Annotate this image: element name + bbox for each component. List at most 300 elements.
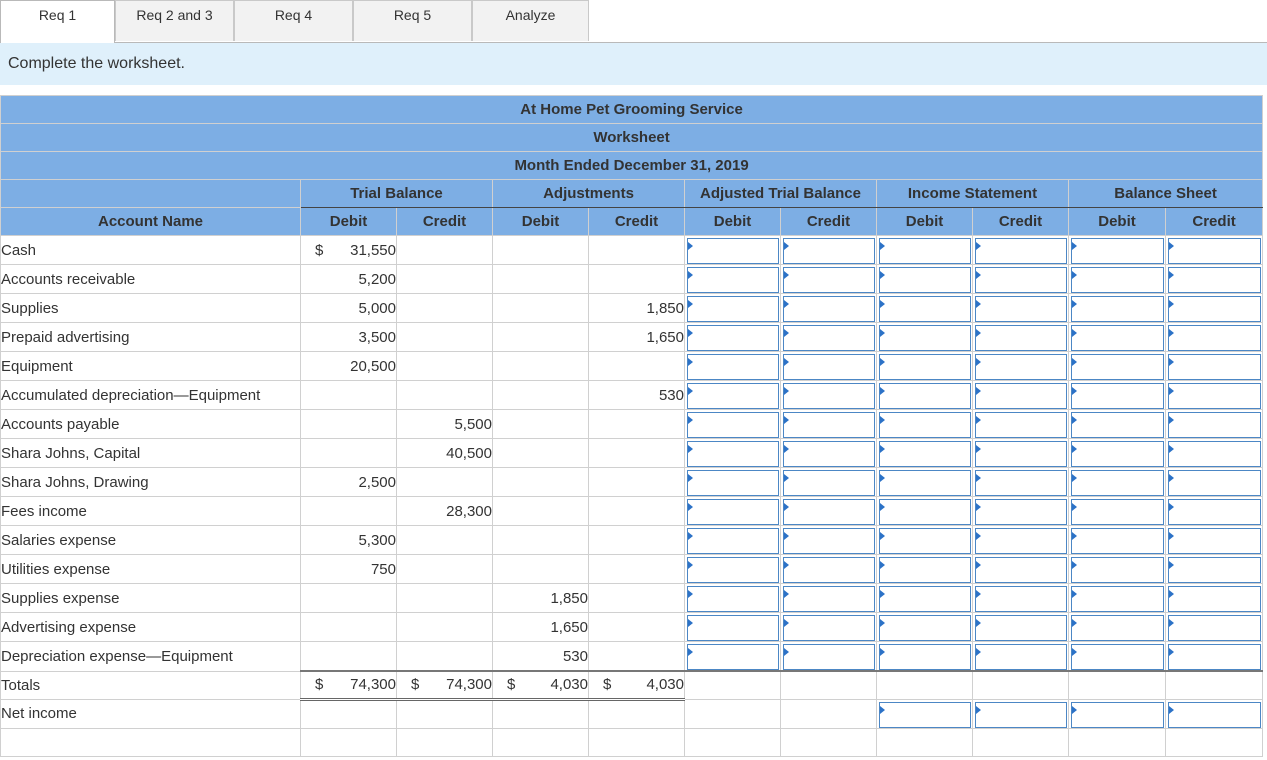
adjustments-credit-cell [589,613,685,642]
net-income-income-debit-input[interactable] [879,702,971,728]
income-debit-cell-input[interactable] [879,354,971,380]
balance-credit-cell-input[interactable] [1168,412,1261,438]
account-name: Supplies [1,294,301,323]
amount: 31,550 [350,241,396,259]
balance-credit-cell-input[interactable] [1168,528,1261,554]
amount: 530 [658,386,684,404]
trial-balance-debit-cell [301,323,397,352]
adjusted-debit-cell [685,642,781,672]
trial-balance-debit-cell [301,236,397,265]
balance-debit-cell [1069,381,1166,410]
balance-debit-cell-input[interactable] [1071,238,1164,264]
blank-cell [781,728,877,756]
income-credit-cell [973,294,1069,323]
adjustments-debit-cell [493,323,589,352]
adjusted-debit-cell-input[interactable] [687,615,779,641]
account-name: Shara Johns, Capital [1,439,301,468]
adjusted-debit-cell-input[interactable] [687,528,779,554]
tab-req-2-and-3[interactable] [115,0,234,41]
balance-debit-cell [1069,526,1166,555]
adjustments-credit-cell [589,410,685,439]
tab-analyze[interactable] [472,0,589,41]
adjusted-debit-cell-input[interactable] [687,644,779,670]
balance-credit-cell [1166,613,1263,642]
trial-balance-credit-cell [397,323,493,352]
income-credit-cell-input[interactable] [975,644,1067,670]
adjusted-credit-total [781,671,877,699]
balance-credit-cell-input[interactable] [1168,615,1261,641]
net-income-balance-credit [1166,699,1263,728]
dollar-sign: $ [315,241,324,259]
balance-debit-cell-input[interactable] [1071,441,1164,467]
adjusted-debit-cell-input[interactable] [687,325,779,351]
balance-debit-cell-input[interactable] [1071,470,1164,496]
income-credit-cell-input[interactable] [975,470,1067,496]
net-income-label: Net income [1,699,301,728]
income-debit-cell [877,584,973,613]
adjusted-credit-cell-input[interactable] [783,296,875,322]
adjusted-credit-cell [781,584,877,613]
blank-cell [685,728,781,756]
balance-debit-cell [1069,468,1166,497]
trial-balance-credit-cell [397,294,493,323]
account-name: Depreciation expense—Equipment [1,642,301,672]
balance-credit-cell [1166,468,1263,497]
income-credit-cell-input[interactable] [975,267,1067,293]
adjusted-credit-cell-input[interactable] [783,470,875,496]
balance-debit-cell-input[interactable] [1071,267,1164,293]
adjustments-debit-cell [493,555,589,584]
adjustments-debit-cell [493,526,589,555]
adjusted-debit-cell-input[interactable] [687,238,779,264]
account-name: Salaries expense [1,526,301,555]
adjustments-credit-header: Credit [589,208,685,236]
balance-credit-cell-input[interactable] [1168,354,1261,380]
trial-balance-debit-total [301,671,397,699]
adjusted-credit-cell-input[interactable] [783,267,875,293]
trial-balance-credit-cell [397,439,493,468]
adjusted-credit-cell-input[interactable] [783,499,875,525]
income-credit-cell [973,497,1069,526]
account-name: Supplies expense [1,584,301,613]
income-debit-cell-input[interactable] [879,412,971,438]
adjustments-credit-cell [589,265,685,294]
table-row [1,352,1263,381]
adjustments-credit-cell [589,526,685,555]
adjustments-debit-cell [493,642,589,672]
trial-balance-credit-cell [397,381,493,410]
adjusted-debit-cell-input[interactable] [687,499,779,525]
adjustments-debit-header: Debit [493,208,589,236]
amount: 4,030 [550,676,588,694]
income-credit-cell-input[interactable] [975,383,1067,409]
adjusted-debit-cell-input[interactable] [687,296,779,322]
trial-balance-credit-cell [397,584,493,613]
income-debit-cell-input[interactable] [879,238,971,264]
balance-debit-cell [1069,613,1166,642]
dollar-sign: $ [603,676,612,694]
income-debit-cell [877,381,973,410]
adjusted-credit-cell [781,352,877,381]
income-credit-cell [973,642,1069,672]
balance-credit-cell [1166,265,1263,294]
balance-credit-cell [1166,352,1263,381]
trial-balance-credit-cell [397,613,493,642]
group-adjustments: Adjustments [493,180,685,208]
instruction-banner [0,43,1267,85]
adjusted-debit-cell-input[interactable] [687,267,779,293]
adjusted-debit-cell-input[interactable] [687,412,779,438]
income-credit-cell-input[interactable] [975,325,1067,351]
blank-cell [1166,728,1263,756]
net-income-balance-debit-input[interactable] [1071,702,1164,728]
income-debit-cell [877,352,973,381]
trial-balance-credit-cell [397,265,493,294]
trial-balance-debit-cell [301,439,397,468]
balance-debit-cell-input[interactable] [1071,557,1164,583]
tab-req-5[interactable] [353,0,472,41]
income-debit-cell [877,410,973,439]
income-debit-cell [877,613,973,642]
balance-credit-cell [1166,439,1263,468]
balance-credit-cell [1166,555,1263,584]
trial-balance-credit-cell [397,410,493,439]
account-name: Advertising expense [1,613,301,642]
dollar-sign: $ [315,676,324,694]
adjusted-credit-cell-input[interactable] [783,528,875,554]
adjusted-trial-balance-credit-header: Credit [781,208,877,236]
balance-debit-cell [1069,323,1166,352]
adjustments-credit-cell [589,323,685,352]
adjusted-credit-cell-input[interactable] [783,325,875,351]
adjustments-debit-cell [493,381,589,410]
table-row [1,265,1263,294]
net-income-income-debit [877,699,973,728]
balance-credit-cell [1166,236,1263,265]
adjustments-credit-total [589,671,685,699]
adjustments-debit-cell [493,497,589,526]
income-credit-cell-input[interactable] [975,412,1067,438]
account-name: Cash [1,236,301,265]
income-statement-credit-header: Credit [973,208,1069,236]
adjusted-debit-cell [685,613,781,642]
adjustments-credit-cell [589,381,685,410]
trial-balance-credit-total [397,671,493,699]
balance-credit-cell [1166,294,1263,323]
amount: 5,300 [358,531,396,549]
balance-debit-cell-input[interactable] [1071,354,1164,380]
balance-credit-cell-input[interactable] [1168,325,1261,351]
balance-credit-cell-input[interactable] [1168,296,1261,322]
adjusted-debit-cell [685,236,781,265]
income-credit-cell [973,381,1069,410]
table-row [1,642,1263,672]
adjustments-debit-cell [493,410,589,439]
balance-credit-cell-input[interactable] [1168,644,1261,670]
group-income-statement: Income Statement [877,180,1069,208]
adjustments-credit-cell [589,642,685,672]
net-income-empty-cell [397,699,493,728]
income-debit-cell [877,294,973,323]
adjustments-credit-cell [589,236,685,265]
balance-credit-cell-input[interactable] [1168,441,1261,467]
income-debit-cell [877,468,973,497]
balance-debit-cell-input[interactable] [1071,644,1164,670]
net-income-income-credit-input[interactable] [975,702,1067,728]
amount: 5,200 [358,270,396,288]
adjusted-debit-cell-input[interactable] [687,470,779,496]
adjusted-trial-balance-debit-header: Debit [685,208,781,236]
income-credit-cell-input[interactable] [975,499,1067,525]
balance-sheet-credit-header: Credit [1166,208,1263,236]
balance-credit-cell-input[interactable] [1168,470,1261,496]
adjusted-credit-cell [781,526,877,555]
balance-sheet-debit-header: Debit [1069,208,1166,236]
balance-credit-cell-input[interactable] [1168,267,1261,293]
amount: 3,500 [358,328,396,346]
income-credit-cell-input[interactable] [975,354,1067,380]
balance-debit-cell [1069,642,1166,672]
account-name: Accumulated depreciation—Equipment [1,381,301,410]
account-name: Prepaid advertising [1,323,301,352]
adjusted-credit-cell [781,294,877,323]
income-credit-cell [973,526,1069,555]
adjusted-credit-cell-input[interactable] [783,383,875,409]
income-credit-cell-input[interactable] [975,615,1067,641]
adjusted-credit-cell [781,642,877,672]
income-debit-cell-input[interactable] [879,267,971,293]
income-debit-cell-input[interactable] [879,325,971,351]
trial-balance-debit-cell [301,265,397,294]
header-blank [1,180,301,208]
balance-credit-cell [1166,410,1263,439]
trial-balance-debit-cell [301,497,397,526]
income-debit-cell [877,555,973,584]
income-debit-cell-input[interactable] [879,557,971,583]
tab-label: Req 4 [274,7,313,23]
balance-credit-cell-input[interactable] [1168,499,1261,525]
adjusted-debit-cell [685,584,781,613]
income-debit-cell-input[interactable] [879,586,971,612]
balance-credit-cell-input[interactable] [1168,586,1261,612]
balance-debit-cell-input[interactable] [1071,528,1164,554]
balance-credit-cell [1166,323,1263,352]
balance-debit-cell-input[interactable] [1071,499,1164,525]
adjusted-debit-cell [685,497,781,526]
income-debit-cell-input[interactable] [879,296,971,322]
balance-debit-cell [1069,439,1166,468]
income-debit-cell-input[interactable] [879,615,971,641]
adjusted-debit-total [685,671,781,699]
table-row [1,584,1263,613]
table-row [1,468,1263,497]
amount: 1,650 [550,618,588,636]
adjusted-debit-cell [685,323,781,352]
income-credit-cell [973,323,1069,352]
adjustments-credit-cell [589,468,685,497]
total-after-net-income-row [1,728,1263,756]
income-debit-cell-input[interactable] [879,383,971,409]
tab-label: Req 2 and 3 [136,7,213,23]
balance-debit-cell-input[interactable] [1071,586,1164,612]
income-credit-cell [973,613,1069,642]
account-name: Accounts payable [1,410,301,439]
adjusted-credit-cell-input[interactable] [783,644,875,670]
trial-balance-debit-cell [301,410,397,439]
income-credit-cell [973,584,1069,613]
balance-debit-cell-input[interactable] [1071,325,1164,351]
adjusted-debit-cell [685,381,781,410]
account-name: Accounts receivable [1,265,301,294]
account-name: Equipment [1,352,301,381]
balance-debit-total [1069,671,1166,699]
income-credit-cell-input[interactable] [975,528,1067,554]
income-statement-debit-header: Debit [877,208,973,236]
balance-credit-cell-input[interactable] [1168,557,1261,583]
trial-balance-debit-cell [301,294,397,323]
trial-balance-debit-cell [301,584,397,613]
income-debit-cell [877,265,973,294]
trial-balance-debit-header: Debit [301,208,397,236]
income-credit-cell [973,468,1069,497]
worksheet-table [0,95,1263,757]
trial-balance-debit-cell [301,352,397,381]
amount: 2,500 [358,473,396,491]
adjusted-credit-cell [781,555,877,584]
balance-debit-cell [1069,410,1166,439]
trial-balance-debit-cell [301,642,397,672]
income-credit-cell [973,236,1069,265]
tab-bar [0,0,1267,43]
net-income-income-credit [973,699,1069,728]
trial-balance-credit-cell [397,642,493,672]
income-credit-cell-input[interactable] [975,238,1067,264]
trial-balance-credit-cell [397,526,493,555]
balance-credit-cell-input[interactable] [1168,238,1261,264]
table-row [1,526,1263,555]
balance-debit-cell [1069,555,1166,584]
income-debit-cell [877,642,973,672]
amount: 28,300 [446,502,492,520]
tab-req-4[interactable] [234,0,353,41]
table-row [1,294,1263,323]
balance-debit-cell-input[interactable] [1071,615,1164,641]
income-debit-cell [877,497,973,526]
adjusted-credit-cell-input[interactable] [783,557,875,583]
balance-debit-cell-input[interactable] [1071,296,1164,322]
balance-debit-cell-input[interactable] [1071,383,1164,409]
balance-debit-cell-input[interactable] [1071,412,1164,438]
adjusted-credit-cell [781,468,877,497]
income-debit-cell-input[interactable] [879,470,971,496]
balance-debit-cell [1069,584,1166,613]
dollar-sign: $ [411,676,420,694]
table-row [1,555,1263,584]
adjusted-debit-cell-input[interactable] [687,441,779,467]
balance-credit-cell [1166,584,1263,613]
adjusted-credit-cell [781,323,877,352]
balance-credit-cell [1166,381,1263,410]
income-debit-cell-input[interactable] [879,499,971,525]
adjusted-debit-cell-input[interactable] [687,586,779,612]
balance-debit-cell [1069,497,1166,526]
balance-debit-cell [1069,236,1166,265]
table-row [1,439,1263,468]
balance-credit-cell [1166,526,1263,555]
amount: 750 [370,560,396,578]
income-credit-cell [973,439,1069,468]
adjusted-credit-cell [781,265,877,294]
adjusted-debit-cell [685,555,781,584]
adjustments-credit-cell [589,352,685,381]
trial-balance-debit-cell [301,526,397,555]
income-credit-cell-input[interactable] [975,296,1067,322]
net-income-balance-credit-input[interactable] [1168,702,1261,728]
adjusted-credit-cell-input[interactable] [783,615,875,641]
adjusted-debit-cell-input[interactable] [687,383,779,409]
table-row [1,236,1263,265]
adjusted-credit-cell-input[interactable] [783,441,875,467]
adjustments-debit-cell [493,613,589,642]
trial-balance-debit-cell [301,468,397,497]
table-row [1,381,1263,410]
net-income-row [1,699,1263,728]
trial-balance-credit-cell [397,468,493,497]
adjustments-debit-cell [493,265,589,294]
income-credit-cell-input[interactable] [975,557,1067,583]
blank-cell [493,728,589,756]
adjusted-credit-cell-input[interactable] [783,354,875,380]
balance-debit-cell [1069,352,1166,381]
adjusted-credit-cell-input[interactable] [783,586,875,612]
income-credit-cell-input[interactable] [975,586,1067,612]
amount: 530 [562,647,588,665]
balance-credit-cell-input[interactable] [1168,383,1261,409]
income-debit-cell-input[interactable] [879,441,971,467]
adjusted-debit-cell-input[interactable] [687,557,779,583]
group-trial-balance: Trial Balance [301,180,493,208]
net-income-balance-debit [1069,699,1166,728]
net-income-empty-cell [685,699,781,728]
amount: 4,030 [646,676,684,694]
totals-label: Totals [1,671,301,699]
balance-debit-cell [1069,294,1166,323]
income-debit-total [877,671,973,699]
trial-balance-debit-cell [301,555,397,584]
adjusted-credit-cell-input[interactable] [783,238,875,264]
balance-credit-total [1166,671,1263,699]
income-debit-cell-input[interactable] [879,644,971,670]
income-debit-cell-input[interactable] [879,528,971,554]
adjusted-credit-cell-input[interactable] [783,412,875,438]
balance-credit-cell [1166,497,1263,526]
adjustments-debit-cell [493,236,589,265]
tab-label: Req 1 [38,7,77,23]
tab-label: Analyze [505,7,556,23]
adjustments-debit-cell [493,294,589,323]
blank-cell [1069,728,1166,756]
amount: 5,000 [358,299,396,317]
worksheet-period: Month Ended December 31, 2019 [1,152,1263,180]
tab-req-1[interactable] [0,0,115,43]
adjusted-debit-cell-input[interactable] [687,354,779,380]
income-credit-cell-input[interactable] [975,441,1067,467]
worksheet-title: Worksheet [1,124,1263,152]
account-name: Fees income [1,497,301,526]
adjustments-debit-total [493,671,589,699]
adjusted-credit-cell [781,497,877,526]
table-row [1,497,1263,526]
